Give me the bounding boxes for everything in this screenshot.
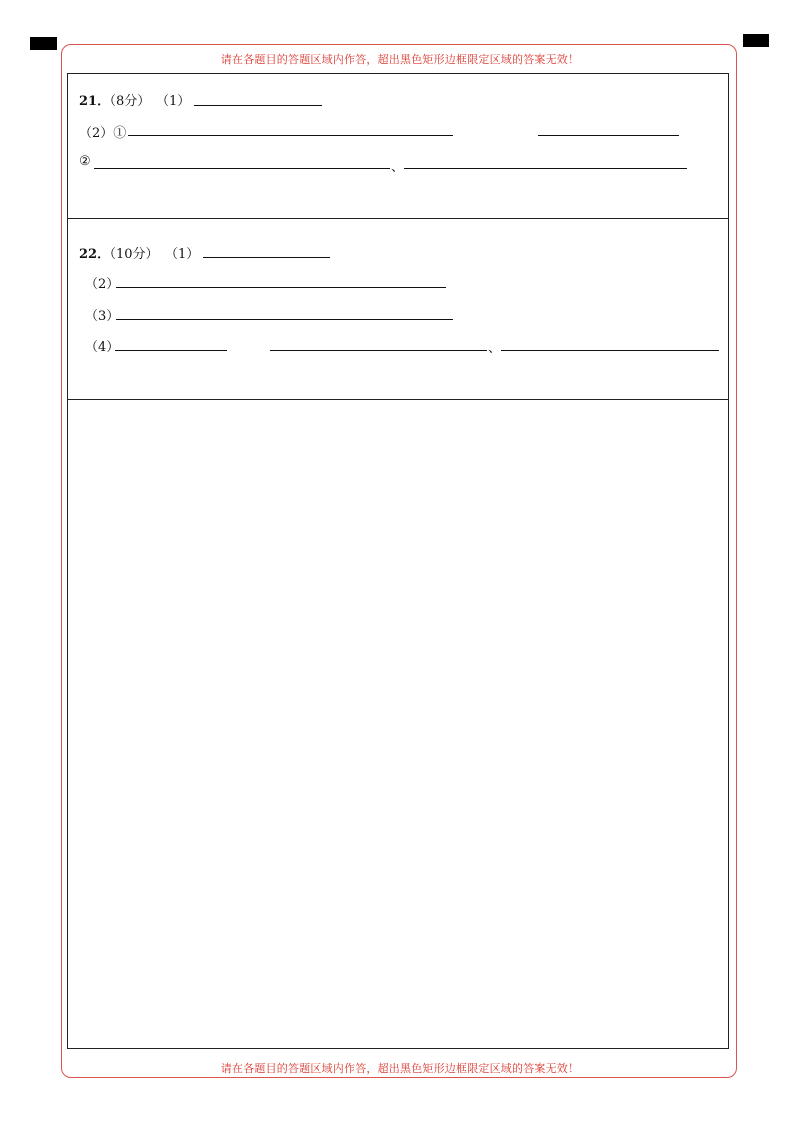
- q21-part1-answer-line[interactable]: [194, 105, 322, 106]
- blank-answer-region[interactable]: [68, 401, 728, 1047]
- registration-mark-left: [30, 37, 57, 50]
- question-22-part2-label: （2）: [85, 277, 120, 292]
- q21-separator: 、: [391, 160, 405, 175]
- q22-part4-answer-line-a[interactable]: [115, 350, 227, 351]
- answer-box: [67, 73, 729, 1049]
- warning-notice-bottom: 请在各题目的答题区域内作答，超出黑色矩形边框限定区域的答案无效！: [220, 1062, 580, 1075]
- question-21-part2-label: （2）①: [79, 126, 127, 141]
- q22-part2-answer-line[interactable]: [116, 287, 446, 288]
- question-22-part3-label: （3）: [85, 309, 120, 324]
- q21-part2-2-answer-line-b[interactable]: [404, 168, 687, 169]
- question-21-score: （8分）: [103, 94, 151, 109]
- q22-part4-answer-line-c[interactable]: [501, 350, 719, 351]
- question-21-section: [68, 74, 728, 219]
- q21-part2-1-answer-line[interactable]: [128, 135, 453, 136]
- question-22-section: [68, 219, 728, 400]
- question-21-number: 21．: [79, 94, 111, 109]
- q22-separator: 、: [488, 341, 502, 356]
- q21-part2-2-answer-line-a[interactable]: [94, 168, 390, 169]
- question-22-score: （10分）: [103, 247, 159, 262]
- registration-mark-right: [743, 34, 769, 47]
- question-22-part1-label: （1）: [165, 247, 200, 262]
- q22-part1-answer-line[interactable]: [203, 257, 330, 258]
- warning-notice-top: 请在各题目的答题区域内作答，超出黑色矩形边框限定区域的答案无效！: [220, 53, 580, 66]
- question-21-part2b-label: ②: [79, 154, 91, 169]
- q22-part3-answer-line[interactable]: [116, 319, 453, 320]
- question-22-number: 22．: [79, 247, 111, 262]
- q21-part2-1b-answer-line[interactable]: [538, 135, 679, 136]
- q22-part4-answer-line-b[interactable]: [270, 350, 487, 351]
- question-22-part4-label: （4）: [85, 340, 120, 355]
- question-21-part1-label: （1）: [156, 94, 191, 109]
